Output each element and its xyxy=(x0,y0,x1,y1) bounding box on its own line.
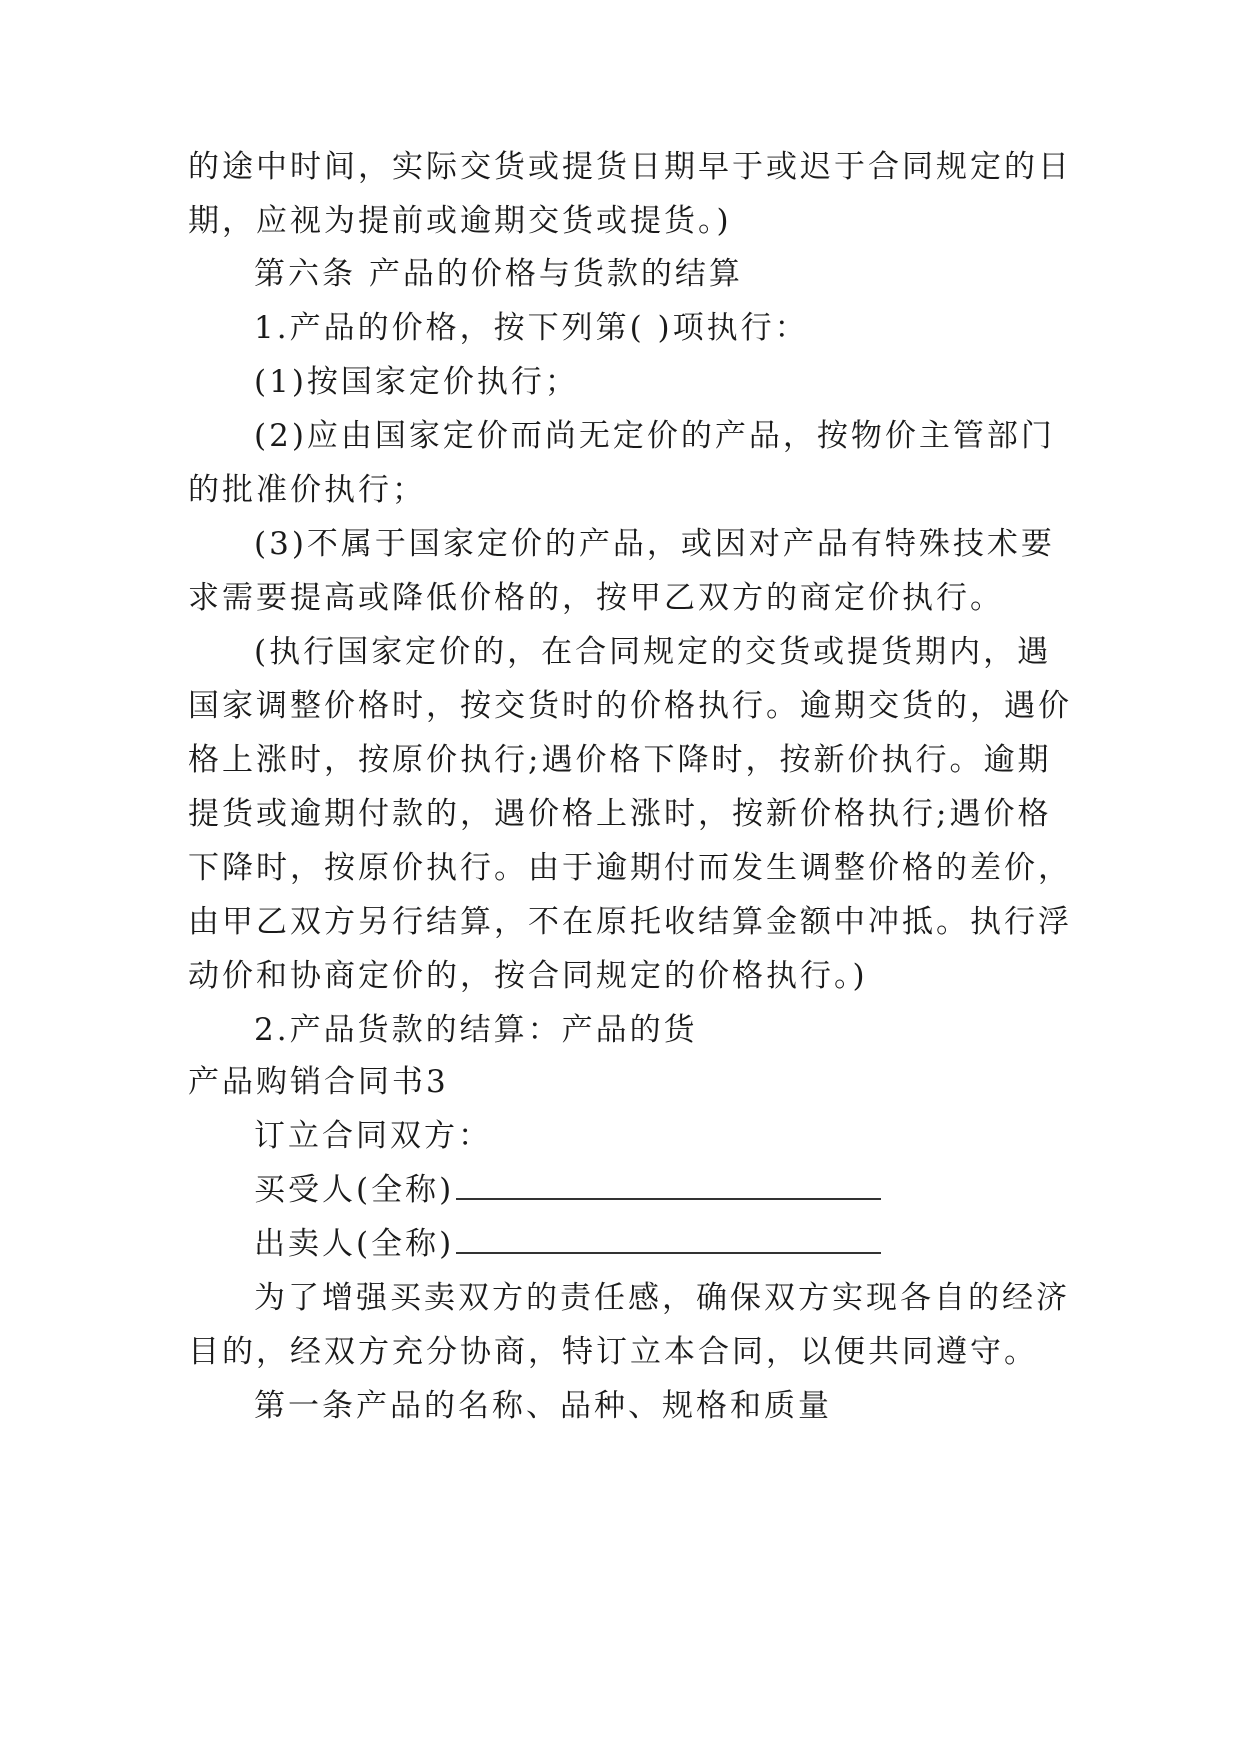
document-title: 产品购销合同书3 xyxy=(188,1064,449,1100)
text-line: (执行国家定价的，在合同规定的交货或提货期内，遇 xyxy=(254,634,1052,670)
text-line: 动价和协商定价的，按合同规定的价格执行。) xyxy=(188,958,868,994)
seller-line xyxy=(254,1224,881,1264)
text-line: 的途中时间，实际交货或提货日期早于或迟于合同规定的日 xyxy=(188,149,1072,185)
text-line: 期，应视为提前或逾期交货或提货。) xyxy=(188,203,732,239)
text-line: 订立合同双方： xyxy=(254,1118,492,1154)
text-line: (2)应由国家定价而尚无定价的产品，按物价主管部门 xyxy=(254,418,1055,454)
section-heading: 第一条产品的名称、品种、规格和质量 xyxy=(254,1388,832,1424)
text-line: 目的，经双方充分协商，特订立本合同，以便共同遵守。 xyxy=(188,1334,1038,1370)
text-line: 为了增强买卖双方的责任感，确保双方实现各自的经济 xyxy=(254,1280,1070,1316)
seller-blank xyxy=(456,1226,881,1254)
text-line: 由甲乙双方另行结算，不在原托收结算金额中冲抵。执行浮 xyxy=(188,904,1072,940)
text-line: (1)按国家定价执行； xyxy=(254,364,579,400)
text-line: 的批准价执行； xyxy=(188,472,426,508)
text-line: 2.产品货款的结算：产品的货 xyxy=(254,1012,698,1048)
buyer-blank xyxy=(456,1172,881,1200)
buyer-label: 买受人(全称) xyxy=(254,1172,455,1208)
buyer-line xyxy=(254,1170,881,1210)
text-line: 格上涨时，按原价执行;遇价格下降时，按新价执行。逾期 xyxy=(188,742,1052,778)
text-line: 1.产品的价格，按下列第( )项执行： xyxy=(254,310,809,346)
text-line: 下降时，按原价执行。由于逾期付而发生调整价格的差价， xyxy=(188,850,1072,886)
seller-label: 出卖人(全称) xyxy=(254,1226,455,1262)
text-line: 国家调整价格时，按交货时的价格执行。逾期交货的，遇价 xyxy=(188,688,1072,724)
text-line: 提货或逾期付款的，遇价格上涨时，按新价格执行;遇价格 xyxy=(188,796,1052,832)
text-line: (3)不属于国家定价的产品，或因对产品有特殊技术要 xyxy=(254,526,1055,562)
section-heading: 第六条 产品的价格与货款的结算 xyxy=(254,256,743,292)
text-line: 求需要提高或降低价格的，按甲乙双方的商定价执行。 xyxy=(188,580,1004,616)
